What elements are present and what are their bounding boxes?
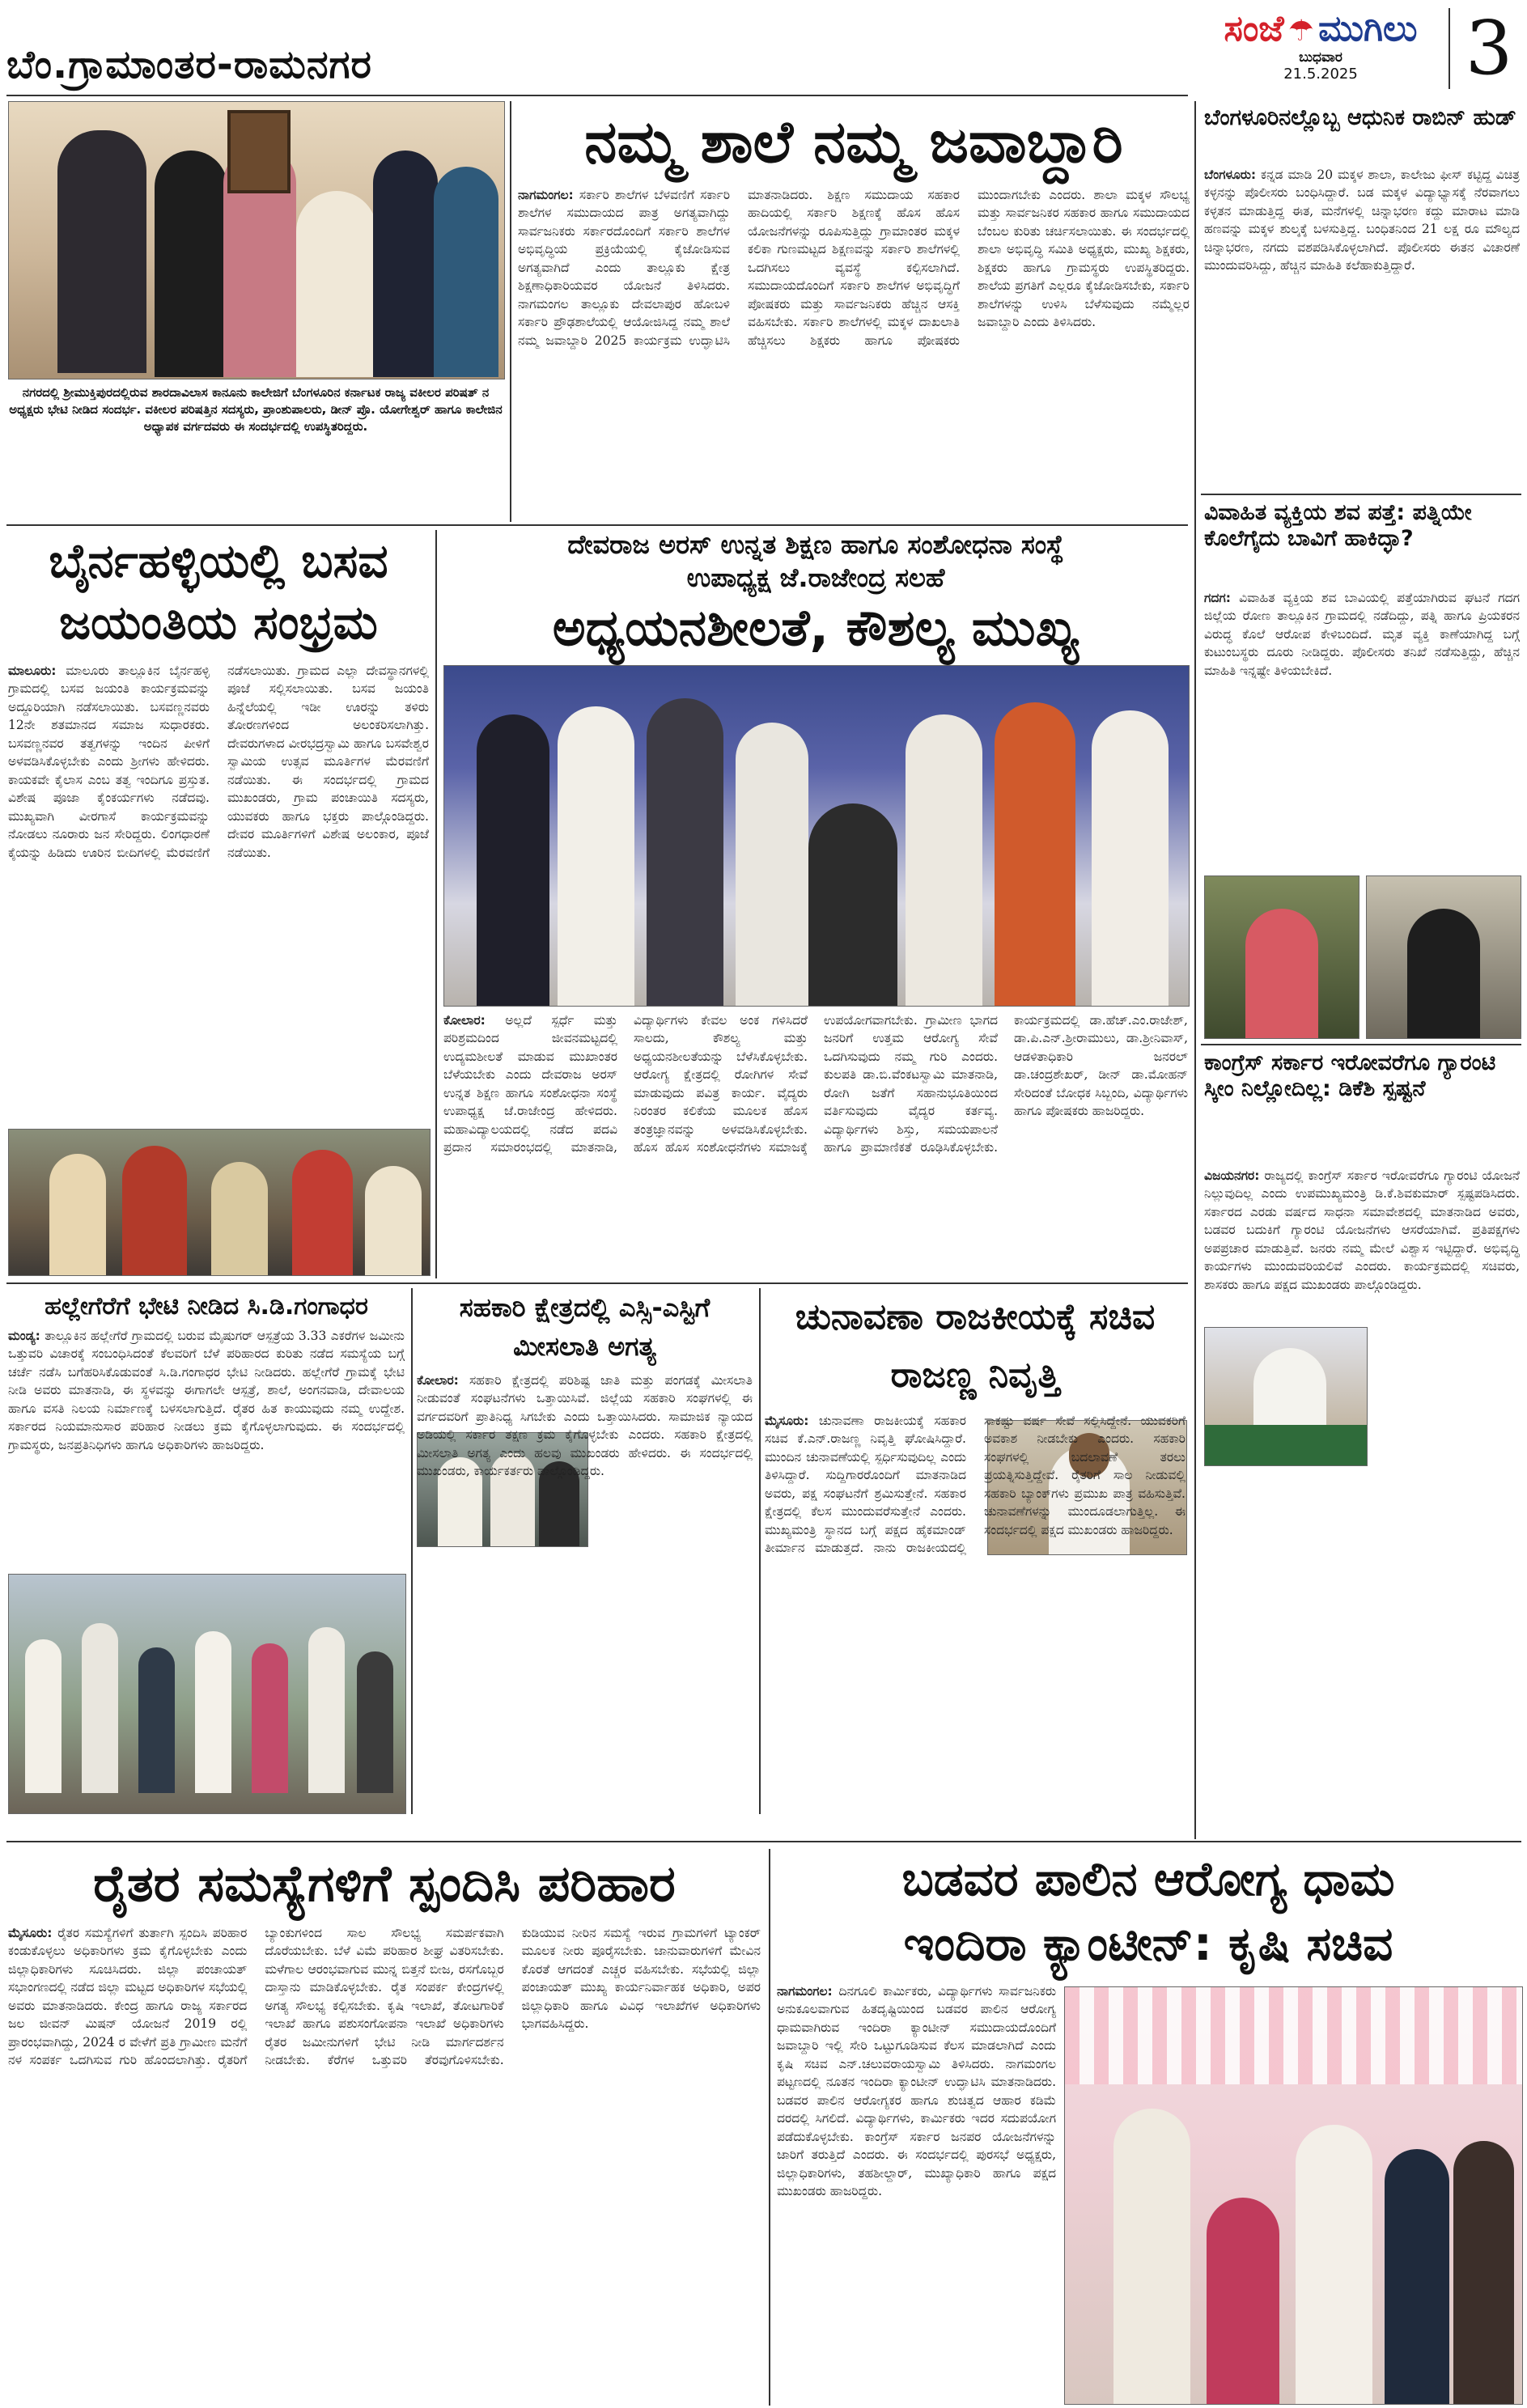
masthead-day: ಬುಧವಾರ bbox=[1299, 49, 1342, 66]
robinhood-dateline: ಬೆಂಗಳೂರು: bbox=[1204, 167, 1257, 182]
dks-headline: ಕಾಂಗ್ರೆಸ್ ಸರ್ಕಾರ ಇರೋವರೆಗೂ ಗ್ಯಾರಂಟಿ ಸ್ಕೀಂ ನಿಲ್ಲೋದಿಲ್ಲ: ಡಿಕೆಶಿ ಸ್ಪಷ್ಟನೆ bbox=[1204, 1050, 1496, 1102]
lawyers-visit-caption: ನಗರದಲ್ಲಿ ಶ್ರೀಮುಕ್ತಿಪುರದಲ್ಲಿರುವ ಶಾರದಾವಿಲಾಸ ಕಾನೂನು ಕಾಲೇಜಿಗೆ ಬೆಂಗಳೂರಿನ ಕರ್ನಾಟಕ ರಾಜ್ಯ ವಕೀಲರ ಪರಿಷತ್ ನ ಅಧ್ಯಕ್ಷರು ಭೇಟಿ ನೀಡಿದ ಸಂದರ್ಭ. ವಕೀಲರ ಪರಿಷತ್ತಿನ ಸದಸ್ಯರು, ಪ್ರಾಂಶುಪಾಲರು, ಡೀನ್ ಪ್ರೊ. ಯೋಗೇಶ್ವರ್ ಹಾಗೂ ಕಾಲೇಜಿನ ಅಧ್ಯಾಪಕ ವರ್ಗದವರು ಈ ಸಂದರ್ಭದಲ್ಲಿ ಉಪಸ್ಥಿತರಿದ್ದರು. bbox=[9, 385, 503, 434]
gangadhar-dateline: ಮಂಡ್ಯ: bbox=[8, 1329, 40, 1343]
cooperative-body-text: ಸಹಕಾರಿ ಕ್ಷೇತ್ರದಲ್ಲಿ ಪರಿಶಿಷ್ಟ ಜಾತಿ ಮತ್ತು ಪಂಗಡಕ್ಕೆ ಮೀಸಲಾತಿ ನೀಡುವಂತೆ ಸಂಘಟನೆಗಳು ಒತ್ತಾಯಿಸಿವೆ. ಜಿಲ್ಲೆಯ ಸಹಕಾರಿ ಸಂಘಗಳಲ್ಲಿ ಈ ವರ್ಗದವರಿಗೆ ಪ್ರಾತಿನಿಧ್ಯ ಸಿಗಬೇಕು ಎಂದು ಒತ್ತಾಯಿಸಿದರು. ಸಾಮಾಜಿಕ ನ್ಯಾಯದ ಅಡಿಯಲ್ಲಿ ಸರ್ಕಾರ ತಕ್ಷಣ ಕ್ರಮ ಕೈಗೊಳ್ಳಬೇಕು ಎಂದರು. ಸಹಕಾರಿ ಕ್ಷೇತ್ರದಲ್ಲಿ ಮೀಸಲಾತಿ ಅಗತ್ಯ ಎಂದು ಹಲವು ಮುಖಂಡರು ಹೇಳಿದರು. ಈ ಸಂದರ್ಭದಲ್ಲಿ ಮುಖಂಡರು, ಕಾರ್ಯಕರ್ತರು ಪಾಲ್ಗೊಂಡಿದ್ದರು. bbox=[417, 1373, 753, 1479]
brand-logo bbox=[1199, 8, 1442, 85]
canteen-headline-1: ಬಡವರ ಪಾಲಿನ ಆರೋಗ್ಯ ಧಾಮ bbox=[901, 1851, 1395, 1906]
school-body bbox=[518, 186, 1190, 518]
basava-body-text: ಮಾಲೂರು ತಾಲ್ಲೂಕಿನ ಬೈರ್ನಹಳ್ಳಿ ಗ್ರಾಮದಲ್ಲಿ ಬಸವ ಜಯಂತಿ ಕಾರ್ಯಕ್ರಮವನ್ನು ಅದ್ದೂರಿಯಾಗಿ ನಡೆಸಲಾಯಿತು. ಬಸವಣ್ಣನವರು 12ನೇ ಶತಮಾನದ ಸಮಾಜ ಸುಧಾರಕರು. ಬಸವಣ್ಣನವರ ತತ್ವಗಳನ್ನು ಇಂದಿನ ಪೀಳಿಗೆ ಅಳವಡಿಸಿಕೊಳ್ಳಬೇಕು ಎಂದು ಶ್ರೀಗಳು ಹೇಳಿದರು. ಕಾಯಕವೇ ಕೈಲಾಸ ಎಂಬ ತತ್ವ ಇಂದಿಗೂ ಪ್ರಸ್ತುತ. ವಿಶೇಷ ಪೂಜಾ ಕೈಂಕರ್ಯಗಳು ನಡೆದವು. ಮುಖ್ಯವಾಗಿ ವೀರಗಾಸೆ ಕಾರ್ಯಕ್ರಮವನ್ನು ನೋಡಲು ನೂರಾರು ಜನ ಸೇರಿದ್ದರು. ಲಿಂಗಧಾರಣೆ ಕೈಯನ್ನು ಹಿಡಿದು ಊರಿನ ಬೀದಿಗಳಲ್ಲಿ ಮೆರವಣಿಗೆ ನಡೆಸಲಾಯಿತು. ಗ್ರಾಮದ ಎಲ್ಲಾ ದೇವಸ್ಥಾನಗಳಲ್ಲಿ ಪೂಜೆ ಸಲ್ಲಿಸಲಾಯಿತು. ಬಸವ ಜಯಂತಿ ಹಿನ್ನೆಲೆಯಲ್ಲಿ ಇಡೀ ಊರನ್ನು ತಳಿರು ತೋರಣಗಳಿಂದ ಅಲಂಕರಿಸಲಾಗಿತ್ತು. ದೇವರುಗಳಾದ ವೀರಭದ್ರಸ್ವಾಮಿ ಹಾಗೂ ಬಸವೇಶ್ವರ ಸ್ವಾಮಿಯ ಉತ್ಸವ ಮೂರ್ತಿಗಳ ಮೆರವಣಿಗೆ ನಡೆಯಿತು. ಈ ಸಂದರ್ಭದಲ್ಲಿ ಗ್ರಾಮದ ಮುಖಂಡರು, ಗ್ರಾಮ ಪಂಚಾಯಿತಿ ಸದಸ್ಯರು, ಯುವಕರು ಹಾಗೂ ಭಕ್ತರು ಪಾಲ್ಗೊಂಡಿದ್ದರು. ದೇವರ ಮೂರ್ತಿಗಳಿಗೆ ವಿಶೇಷ ಅಲಂಕಾರ, ಪೂಜೆ ನಡೆಯಿತು. bbox=[8, 663, 429, 860]
cooperative-headline: ಸಹಕಾರಿ ಕ್ಷೇತ್ರದಲ್ಲಿ ಎಸ್ಸಿ-ಎಸ್ಟಿಗೆ ಮೀಸಲಾತಿ ಅಗತ್ಯ bbox=[459, 1292, 710, 1362]
row-divider-2 bbox=[6, 1282, 1188, 1284]
school-body-text: ಸರ್ಕಾರಿ ಶಾಲೆಗಳ ಬೆಳವಣಿಗೆ ಸರ್ಕಾರಿ ಶಾಲೆಗಳ ಸಮುದಾಯದ ಪಾತ್ರ ಅಗತ್ಯವಾಗಿದ್ದು ಸಾರ್ವಜನಿಕರು ಸರ್ಕಾರದೊಂದಿಗೆ ಸರ್ಕಾರಿ ಶಾಲೆಗಳ ಅಭಿವೃದ್ಧಿಯ ಪ್ರಕ್ರಿಯೆಯಲ್ಲಿ ಕೈಜೋಡಿಸುವ ಅಗತ್ಯವಾಗಿದೆ ಎಂದು ತಾಲ್ಲೂಕು ಕ್ಷೇತ್ರ ಶಿಕ್ಷಣಾಧಿಕಾರಿಯವರ ಯೋಜನೆ ತಿಳಿಸಿದರು. ನಾಗಮಂಗಲ ತಾಲ್ಲೂಕು ದೇವಲಾಪುರ ಹೋಬಳಿ ಸರ್ಕಾರಿ ಪ್ರೌಢಶಾಲೆಯಲ್ಲಿ ಆಯೋಜಿಸಿದ್ದ ನಮ್ಮ ಶಾಲೆ ನಮ್ಮ ಜವಾಬ್ದಾರಿ 2025 ಕಾರ್ಯಕ್ರಮ ಉದ್ಘಾಟಿಸಿ ಮಾತನಾಡಿದರು. ಶಿಕ್ಷಣ ಸಮುದಾಯ ಸಹಕಾರ ಹಾದಿಯಲ್ಲಿ ಸರ್ಕಾರಿ ಶಿಕ್ಷಣಕ್ಕೆ ಹೊಸ ಹೊಸ ಯೋಜನೆಗಳನ್ನು ರೂಪಿಸುತ್ತಿದ್ದು ಗ್ರಾಮಾಂತರ ಮಕ್ಕಳ ಕಲಿಕಾ ಗುಣಮಟ್ಟದ ಶಿಕ್ಷಣವನ್ನು ಸರ್ಕಾರಿ ಶಾಲೆಗಳಲ್ಲಿ ಒದಗಿಸಲು ವ್ಯವಸ್ಥೆ ಕಲ್ಪಿಸಲಾಗಿದೆ. ಸಮುದಾಯದೊಂದಿಗೆ ಸರ್ಕಾರಿ ಶಾಲೆಗಳ ಅಭಿವೃದ್ಧಿಗೆ ಪೋಷಕರು ಮತ್ತು ಸಾರ್ವಜನಿಕರು ಹೆಚ್ಚಿನ ಆಸಕ್ತಿ ವಹಿಸಬೇಕು. ಸರ್ಕಾರಿ ಶಾಲೆಗಳಲ್ಲಿ ಮಕ್ಕಳ ದಾಖಲಾತಿ ಹೆಚ್ಚಿಸಲು ಶಿಕ್ಷಕರು ಹಾಗೂ ಪೋಷಕರು ಮುಂದಾಗಬೇಕು ಎಂದರು. ಶಾಲಾ ಮಕ್ಕಳ ಸೌಲಭ್ಯ ಮತ್ತು ಸಾರ್ವಜನಿಕರ ಸಹಕಾರ ಹಾಗೂ ಸಮುದಾಯದ ಬೆಂಬಲ ಕುರಿತು ಚರ್ಚಿಸಲಾಯಿತು. ಈ ಸಂದರ್ಭದಲ್ಲಿ ಶಾಲಾ ಅಭಿವೃದ್ಧಿ ಸಮಿತಿ ಅಧ್ಯಕ್ಷರು, ಮುಖ್ಯ ಶಿಕ್ಷಕರು, ಶಿಕ್ಷಕರು ಹಾಗೂ ಗ್ರಾಮಸ್ಥರು ಉಪಸ್ಥಿತರಿದ್ದರು. ಶಾಲೆಯ ಪ್ರಗತಿಗೆ ಎಲ್ಲರೂ ಕೈಜೋಡಿಸಬೇಕು, ಸರ್ಕಾರಿ ಶಾಲೆಗಳನ್ನು ಉಳಿಸಿ ಬೆಳೆಸುವುದು ನಮ್ಮೆಲ್ಲರ ಜವಾಬ್ದಾರಿ ಎಂದು ತಿಳಿಸಿದರು. bbox=[518, 188, 1190, 348]
col-divider-5 bbox=[769, 1849, 770, 2406]
masthead-rule bbox=[6, 95, 1188, 96]
col-divider-1 bbox=[510, 101, 511, 522]
basava-body bbox=[8, 662, 429, 1123]
farmers-body-text: ರೈತರ ಸಮಸ್ಯೆಗಳಿಗೆ ತುರ್ತಾಗಿ ಸ್ಪಂದಿಸಿ ಪರಿಹಾರ ಕಂಡುಕೊಳ್ಳಲು ಅಧಿಕಾರಿಗಳು ಕ್ರಮ ಕೈಗೊಳ್ಳಬೇಕು ಎಂದು ಜಿಲ್ಲಾಧಿಕಾರಿಗಳು ಸೂಚಿಸಿದರು. ಜಿಲ್ಲಾ ಪಂಚಾಯತ್ ಸಭಾಂಗಣದಲ್ಲಿ ನಡೆದ ಜಿಲ್ಲಾ ಮಟ್ಟದ ಅಧಿಕಾರಿಗಳ ಸಭೆಯಲ್ಲಿ ಅವರು ಮಾತನಾಡಿದರು. ಕೇಂದ್ರ ಹಾಗೂ ರಾಜ್ಯ ಸರ್ಕಾರದ ಜಲ ಜೀವನ್ ಮಿಷನ್ ಯೋಜನೆ 2019 ರಲ್ಲಿ ಪ್ರಾರಂಭವಾಗಿದ್ದು, 2024 ರ ವೇಳೆಗೆ ಪ್ರತಿ ಗ್ರಾಮೀಣ ಮನೆಗೆ ನಳ ಸಂಪರ್ಕ ಒದಗಿಸುವ ಗುರಿ ಹೊಂದಲಾಗಿತ್ತು. ರೈತರಿಗೆ ಬ್ಯಾಂಕುಗಳಿಂದ ಸಾಲ ಸೌಲಭ್ಯ ಸಮರ್ಪಕವಾಗಿ ದೊರೆಯಬೇಕು. ಬೆಳೆ ವಿಮೆ ಪರಿಹಾರ ಶೀಘ್ರ ವಿತರಿಸಬೇಕು. ಮಳೆಗಾಲ ಆರಂಭವಾಗುವ ಮುನ್ನ ಬಿತ್ತನೆ ಬೀಜ, ರಸಗೊಬ್ಬರ ದಾಸ್ತಾನು ಮಾಡಿಕೊಳ್ಳಬೇಕು. ರೈತ ಸಂಪರ್ಕ ಕೇಂದ್ರಗಳಲ್ಲಿ ಅಗತ್ಯ ಸೌಲಭ್ಯ ಕಲ್ಪಿಸಬೇಕು. ಕೃಷಿ ಇಲಾಖೆ, ತೋಟಗಾರಿಕೆ ಇಲಾಖೆ ಹಾಗೂ ಪಶುಸಂಗೋಪನಾ ಇಲಾಖೆ ಅಧಿಕಾರಿಗಳು ರೈತರ ಜಮೀನುಗಳಿಗೆ ಭೇಟಿ ನೀಡಿ ಮಾರ್ಗದರ್ಶನ ನೀಡಬೇಕು. ಕೆರೆಗಳ ಒತ್ತುವರಿ ತೆರವುಗೊಳಿಸಬೇಕು. ಕುಡಿಯುವ ನೀರಿನ ಸಮಸ್ಯೆ ಇರುವ ಗ್ರಾಮಗಳಿಗೆ ಟ್ಯಾಂಕರ್ ಮೂಲಕ ನೀರು ಪೂರೈಸಬೇಕು. ಜಾನುವಾರುಗಳಿಗೆ ಮೇವಿನ ಕೊರತೆ ಆಗದಂತೆ ಎಚ್ಚರ ವಹಿಸಬೇಕು. ಸಭೆಯಲ್ಲಿ ಜಿಲ್ಲಾ ಪಂಚಾಯತ್ ಮುಖ್ಯ ಕಾರ್ಯನಿರ್ವಾಹಕ ಅಧಿಕಾರಿ, ಅಪರ ಜಿಲ್ಲಾಧಿಕಾರಿ ಹಾಗೂ ವಿವಿಧ ಇಲಾಖೆಗಳ ಅಧಿಕಾರಿಗಳು ಭಾಗವಹಿಸಿದ್ದರು. bbox=[8, 1926, 761, 2068]
col-divider-3 bbox=[411, 1288, 413, 1814]
arasu-body bbox=[443, 1011, 1188, 1278]
arasu-body-text: ಅಲ್ಲದೆ ಸ್ಪರ್ಧೆ ಮತ್ತು ಪರಿಶ್ರಮದಿಂದ ಜೀವನಮಟ್ಟದಲ್ಲಿ ಉದ್ಯಮಶೀಲತೆ ಮಾಡುವ ಮುಖಾಂತರ ಬೆಳೆಯಬೇಕು ಎಂದು ದೇವರಾಜ ಅರಸ್ ಉನ್ನತ ಶಿಕ್ಷಣ ಹಾಗೂ ಸಂಶೋಧನಾ ಸಂಸ್ಥೆ ಉಪಾಧ್ಯಕ್ಷ ಜೆ.ರಾಜೇಂದ್ರ ಹೇಳಿದರು. ಮಹಾವಿದ್ಯಾಲಯದಲ್ಲಿ ನಡೆದ ಪದವಿ ಪ್ರದಾನ ಸಮಾರಂಭದಲ್ಲಿ ಮಾತನಾಡಿ, ವಿದ್ಯಾರ್ಥಿಗಳು ಕೇವಲ ಅಂಕ ಗಳಿಸಿದರೆ ಸಾಲದು, ಕೌಶಲ್ಯ ಮತ್ತು ಅಧ್ಯಯನಶೀಲತೆಯನ್ನು ಬೆಳೆಸಿಕೊಳ್ಳಬೇಕು. ಆರೋಗ್ಯ ಕ್ಷೇತ್ರದಲ್ಲಿ ರೋಗಿಗಳ ಸೇವೆ ಮಾಡುವುದು ಪವಿತ್ರ ಕಾರ್ಯ. ವೈದ್ಯರು ನಿರಂತರ ಕಲಿಕೆಯ ಮೂಲಕ ಹೊಸ ತಂತ್ರಜ್ಞಾನವನ್ನು ಅಳವಡಿಸಿಕೊಳ್ಳಬೇಕು. ಹೊಸ ಹೊಸ ಸಂಶೋಧನೆಗಳು ಸಮಾಜಕ್ಕೆ ಉಪಯೋಗವಾಗಬೇಕು. ಗ್ರಾಮೀಣ ಭಾಗದ ಜನರಿಗೆ ಉತ್ತಮ ಆರೋಗ್ಯ ಸೇವೆ ಒದಗಿಸುವುದು ನಮ್ಮ ಗುರಿ ಎಂದರು. ಕುಲಪತಿ ಡಾ.ಬಿ.ವೆಂಕಟಸ್ವಾಮಿ ಮಾತನಾಡಿ, ರೋಗಿ ಜತೆಗೆ ಸಹಾನುಭೂತಿಯಿಂದ ವರ್ತಿಸುವುದು ವೈದ್ಯರ ಕರ್ತವ್ಯ. ವಿದ್ಯಾರ್ಥಿಗಳು ಶಿಸ್ತು, ಸಮಯಪಾಲನೆ ಹಾಗೂ ಪ್ರಾಮಾಣಿಕತೆ ರೂಢಿಸಿಕೊಳ್ಳಬೇಕು. ಕಾರ್ಯಕ್ರಮದಲ್ಲಿ ಡಾ.ಹೆಚ್.ಎಂ.ರಾಜೇಶ್, ಡಾ.ಪಿ.ಎನ್.ಶ್ರೀರಾಮುಲು, ಡಾ.ಶ್ರೀನಿವಾಸ್, ಆಡಳಿತಾಧಿಕಾರಿ ಜನರಲ್ ಡಾ.ಚಂದ್ರಶೇಖರ್, ಡೀನ್ ಡಾ.ಮೋಹನ್ ಸೇರಿದಂತೆ ಬೋಧಕ ಸಿಬ್ಬಂದಿ, ವಿದ್ಯಾರ್ಥಿಗಳು ಹಾಗೂ ಪೋಷಕರು ಹಾಜರಿದ್ದರು. bbox=[443, 1013, 1188, 1155]
rajanna-body bbox=[765, 1412, 1186, 1812]
dks-body bbox=[1204, 1167, 1520, 1838]
cooperative-body bbox=[417, 1371, 753, 1812]
farmers-dateline: ಮೈಸೂರು: bbox=[8, 1926, 53, 1940]
death-body bbox=[1204, 589, 1520, 872]
brand-left: ಸಂಜೆ bbox=[1224, 8, 1284, 49]
school-headline: ನಮ್ಮ ಶಾಲೆ ನಮ್ಮ ಜವಾಬ್ದಾರಿ bbox=[584, 108, 1123, 176]
page-number: 3 bbox=[1465, 5, 1513, 91]
section-title: ಬೆಂ.ಗ್ರಾಮಾಂತರ-ರಾಮನಗರ bbox=[6, 42, 372, 87]
row-divider-3 bbox=[6, 1841, 1521, 1842]
cooperative-dateline: ಕೋಲಾರ: bbox=[417, 1373, 459, 1388]
col-divider-2 bbox=[435, 530, 437, 1278]
gangadhar-body bbox=[8, 1327, 405, 1570]
canteen-body-text: ದಿನಗೂಲಿ ಕಾರ್ಮಿಕರು, ವಿದ್ಯಾರ್ಥಿಗಳು ಸಾರ್ವಜನಿಕರು ಅನುಕೂಲವಾಗುವ ಹಿತದೃಷ್ಟಿಯಿಂದ ಬಡವರ ಪಾಲಿನ ಆರೋಗ್ಯ ಧಾಮವಾಗಿರುವ ಇಂದಿರಾ ಕ್ಯಾಂಟೀನ್ ಸಮುದಾಯದೊಂದಿಗೆ ಜವಾಬ್ದಾರಿ ಇಲ್ಲಿ ಸೇರಿ ಒಟ್ಟುಗೂಡಿಸುವ ಕೆಲಸ ಮಾಡಲಾಗಿದೆ ಎಂದು ಕೃಷಿ ಸಚಿವ ಎನ್.ಚಲುವರಾಯಸ್ವಾಮಿ ತಿಳಿಸಿದರು. ನಾಗಮಂಗಲ ಪಟ್ಟಣದಲ್ಲಿ ನೂತನ ಇಂದಿರಾ ಕ್ಯಾಂಟೀನ್ ಉದ್ಘಾಟಿಸಿ ಮಾತನಾಡಿದರು. ಬಡವರ ಪಾಲಿನ ಆರೋಗ್ಯಕರ ಹಾಗೂ ಶುಚಿತ್ವದ ಆಹಾರ ಕಡಿಮೆ ದರದಲ್ಲಿ ಸಿಗಲಿದೆ. ವಿದ್ಯಾರ್ಥಿಗಳು, ಕಾರ್ಮಿಕರು ಇದರ ಸದುಪಯೋಗ ಪಡೆದುಕೊಳ್ಳಬೇಕು. ಕಾಂಗ್ರೆಸ್ ಸರ್ಕಾರ ಜನಪರ ಯೋಜನೆಗಳನ್ನು ಜಾರಿಗೆ ತರುತ್ತಿದೆ ಎಂದರು. ಈ ಸಂದರ್ಭದಲ್ಲಿ ಪುರಸಭೆ ಅಧ್ಯಕ್ಷರು, ಜಿಲ್ಲಾಧಿಕಾರಿಗಳು, ತಹಶೀಲ್ದಾರ್, ಮುಖ್ಯಾಧಿಕಾರಿ ಹಾಗೂ ಪಕ್ಷದ ಮುಖಂಡರು ಹಾಜರಿದ್ದರು. bbox=[777, 1984, 1056, 2199]
section-header bbox=[6, 36, 508, 93]
row-divider-1 bbox=[6, 524, 1188, 526]
basava-headline: ಬೈರ್ನಹಳ್ಳಿಯಲ್ಲಿ ಬಸವ ಜಯಂತಿಯ ಸಂಭ್ರಮ bbox=[49, 533, 388, 650]
canteen-body bbox=[777, 1982, 1056, 2403]
robinhood-headline: ಬೆಂಗಳೂರಿನಲ್ಲೊಬ್ಬ ಆಧುನಿಕ ರಾಬಿನ್ ಹುಡ್ bbox=[1204, 105, 1516, 130]
sidebar-rule-1 bbox=[1201, 494, 1521, 495]
basava-photo bbox=[8, 1129, 431, 1276]
arasu-headline-main: ಅಧ್ಯಯನಶೀಲತೆ, ಕೌಶಲ್ಯ ಮುಖ್ಯ bbox=[552, 598, 1080, 657]
school-dateline: ನಾಗಮಂಗಲ: bbox=[518, 188, 574, 202]
sidebar-rule-2 bbox=[1201, 1044, 1521, 1045]
gangadhar-headline: ಹಲ್ಲೇಗೆರೆಗೆ ಭೇಟಿ ನೀಡಿದ ಸಿ.ಡಿ.ಗಂಗಾಧರ bbox=[45, 1292, 368, 1321]
col-divider-4 bbox=[759, 1288, 761, 1814]
basava-dateline: ಮಾಲೂರು: bbox=[8, 663, 57, 678]
death-victim-photo-1 bbox=[1204, 875, 1359, 1039]
canteen-inauguration-photo bbox=[1064, 1986, 1523, 2405]
rajanna-body-text: ಚುನಾವಣಾ ರಾಜಕೀಯಕ್ಕೆ ಸಹಕಾರ ಸಚಿವ ಕೆ.ಎನ್.ರಾಜಣ್ಣ ನಿವೃತ್ತಿ ಘೋಷಿಸಿದ್ದಾರೆ. ಮುಂದಿನ ಚುನಾವಣೆಯಲ್ಲಿ ಸ್ಪರ್ಧಿಸುವುದಿಲ್ಲ ಎಂದು ತಿಳಿಸಿದ್ದಾರೆ. ಸುದ್ದಿಗಾರರೊಂದಿಗೆ ಮಾತನಾಡಿದ ಅವರು, ಪಕ್ಷ ಸಂಘಟನೆಗೆ ಶ್ರಮಿಸುತ್ತೇನೆ. ಸಹಕಾರ ಕ್ಷೇತ್ರದಲ್ಲಿ ಕೆಲಸ ಮುಂದುವರೆಸುತ್ತೇನೆ ಎಂದರು. ಮುಖ್ಯಮಂತ್ರಿ ಸ್ಥಾನದ ಬಗ್ಗೆ ಪಕ್ಷದ ಹೈಕಮಾಂಡ್ ತೀರ್ಮಾನ ಮಾಡುತ್ತದೆ. ನಾನು ರಾಜಕೀಯದಲ್ಲಿ ಸಾಕಷ್ಟು ವರ್ಷ ಸೇವೆ ಸಲ್ಲಿಸಿದ್ದೇನೆ. ಯುವಕರಿಗೆ ಅವಕಾಶ ನೀಡಬೇಕು ಎಂದರು. ಸಹಕಾರಿ ಸಂಘಗಳಲ್ಲಿ ಬದಲಾವಣೆ ತರಲು ಪ್ರಯತ್ನಿಸುತ್ತಿದ್ದೇವೆ. ರೈತರಿಗೆ ಸಾಲ ನೀಡುವಲ್ಲಿ ಸಹಕಾರಿ ಬ್ಯಾಂಕ್‌ಗಳು ಪ್ರಮುಖ ಪಾತ್ರ ವಹಿಸುತ್ತಿವೆ. ಚುನಾವಣೆಗಳನ್ನು ಮುಂದೂಡಲಾಗುತ್ತಿಲ್ಲ. ಈ ಸಂದರ್ಭದಲ್ಲಿ ಪಕ್ಷದ ಮುಖಂಡರು ಹಾಜರಿದ್ದರು. bbox=[765, 1414, 1186, 1556]
farmers-body bbox=[8, 1924, 761, 2403]
masthead-date: 21.5.2025 bbox=[1283, 66, 1358, 83]
sidebar-divider bbox=[1194, 101, 1196, 1839]
gangadhar-photo bbox=[8, 1574, 406, 1814]
death-body-text: ವಿವಾಹಿತ ವ್ಯಕ್ತಿಯ ಶವ ಬಾವಿಯಲ್ಲಿ ಪತ್ತೆಯಾಗಿರುವ ಘಟನೆ ಗದಗ ಜಿಲ್ಲೆಯ ರೋಣ ತಾಲ್ಲೂಕಿನ ಗ್ರಾಮದಲ್ಲಿ ನಡೆದಿದ್ದು, ಪತ್ನಿ ಹಾಗೂ ಪ್ರಿಯಕರನ ವಿರುದ್ಧ ಕೊಲೆ ಆರೋಪ ಕೇಳಿಬಂದಿದೆ. ಮೃತ ವ್ಯಕ್ತಿ ಕಾಣೆಯಾಗಿದ್ದ ಬಗ್ಗೆ ಕುಟುಂಬಸ್ಥರು ದೂರು ನೀಡಿದ್ದರು. ಪೊಲೀಸರು ತನಿಖೆ ನಡೆಸುತ್ತಿದ್ದು, ಹೆಚ್ಚಿನ ಮಾಹಿತಿ ಇನ್ನಷ್ಟೇ ತಿಳಿಯಬೇಕಿದೆ. bbox=[1204, 591, 1520, 678]
umbrella-icon: ☂ bbox=[1287, 15, 1315, 48]
death-victim-photo-2 bbox=[1366, 875, 1521, 1039]
masthead-divider bbox=[1449, 8, 1450, 89]
lawyers-visit-photo bbox=[8, 101, 505, 379]
brand-right: ಮುಗಿಲು bbox=[1318, 8, 1418, 49]
arasu-headline-mid: ಉಪಾಧ್ಯಕ್ಷ ಜೆ.ರಾಜೇಂದ್ರ ಸಲಹೆ bbox=[686, 562, 945, 593]
rajanna-headline: ಚುನಾವಣಾ ರಾಜಕೀಯಕ್ಕೆ ಸಚಿವ ರಾಜಣ್ಣ ನಿವೃತ್ತಿ bbox=[795, 1296, 1156, 1396]
canteen-dateline: ನಾಗಮಂಗಲ: bbox=[777, 1984, 833, 1999]
arasu-headline-top: ದೇವರಾಜ ಅರಸ್ ಉನ್ನತ ಶಿಕ್ಷಣ ಹಾಗೂ ಸಂಶೋಧನಾ ಸಂಸ್ಥೆ bbox=[567, 529, 1064, 560]
dks-dateline: ವಿಜಯನಗರ: bbox=[1204, 1168, 1260, 1183]
farmers-headline: ರೈತರ ಸಮಸ್ಯೆಗಳಿಗೆ ಸ್ಪಂದಿಸಿ ಪರಿಹಾರ bbox=[93, 1854, 676, 1913]
death-dateline: ಗದಗ: bbox=[1204, 591, 1231, 605]
arasu-ceremony-photo bbox=[443, 665, 1190, 1007]
death-headline: ವಿವಾಹಿತ ವ್ಯಕ್ತಿಯ ಶವ ಪತ್ತೆ: ಪತ್ನಿಯೇ ಕೊಲೆಗೈದು ಬಾವಿಗೆ ಹಾಕಿದ್ಳಾ? bbox=[1204, 500, 1472, 552]
gangadhar-body-text: ತಾಲ್ಲೂಕಿನ ಹಲ್ಲೇಗೆರೆ ಗ್ರಾಮದಲ್ಲಿ ಬರುವ ಮೈಷುಗರ್ ಆಸ್ಪತ್ರೆಯ 3.33 ಎಕರೆಗಳ ಜಮೀನು ಒತ್ತುವರಿ ವಿಚಾರಕ್ಕೆ ಸಂಬಂಧಿಸಿದಂತೆ ಕೆಲವರಿಗೆ ಬೆಳೆ ಪರಿಹಾರದ ಕುರಿತು ನಡೆದ ಸಮಸ್ಯೆಯ ಬಗ್ಗೆ ಚರ್ಚೆ ನಡೆಸಿ ಬಗೆಹರಿಸಿಕೊಡುವಂತೆ ಸಿ.ಡಿ.ಗಂಗಾಧರ ಭೇಟಿ ನೀಡಿದರು. ಹಲ್ಲೇಗೆರೆ ಗ್ರಾಮಕ್ಕೆ ಭೇಟಿ ನೀಡಿ ಅವರು ಮಾತನಾಡಿ, ಈ ಸ್ಥಳವನ್ನು ಈಗಾಗಲೇ ಆಸ್ಪತ್ರೆ, ಶಾಲೆ, ಅಂಗನವಾಡಿ, ದೇವಾಲಯ ಹಾಗೂ ವಸತಿ ನಿಲಯ ನಿರ್ಮಾಣಕ್ಕೆ ಬಳಸಲಾಗುತ್ತಿದೆ. ರೈತರ ಹಿತ ಕಾಯುವುದು ನಮ್ಮ ಉದ್ದೇಶ. ಸರ್ಕಾರದ ನಿಯಮಾನುಸಾರ ಪರಿಹಾರ ನೀಡಲು ಕ್ರಮ ಕೈಗೊಳ್ಳಲಾಗುವುದು. ಈ ಸಂದರ್ಭದಲ್ಲಿ ಗ್ರಾಮಸ್ಥರು, ಜನಪ್ರತಿನಿಧಿಗಳು ಹಾಗೂ ಅಧಿಕಾರಿಗಳು ಹಾಜರಿದ್ದರು. bbox=[8, 1329, 405, 1452]
arasu-dateline: ಕೋಲಾರ: bbox=[443, 1013, 486, 1028]
rajanna-dateline: ಮೈಸೂರು: bbox=[765, 1414, 809, 1428]
robinhood-body bbox=[1204, 166, 1520, 490]
canteen-headline-2: ಇಂದಿರಾ ಕ್ಯಾಂಟೀನ್: ಕೃಷಿ ಸಚಿವ bbox=[903, 1916, 1393, 1971]
robinhood-body-text: ಕನ್ನಡ ಮಾಡಿ 20 ಮಕ್ಕಳ ಶಾಲಾ, ಕಾಲೇಜು ಫೀಸ್ ಕಟ್ಟಿದ್ದ ವಿಚಿತ್ರ ಕಳ್ಳನನ್ನು ಪೊಲೀಸರು ಬಂಧಿಸಿದ್ದಾರೆ. ಬಡ ಮಕ್ಕಳ ವಿದ್ಯಾಭ್ಯಾಸಕ್ಕೆ ನೆರವಾಗಲು ಕಳ್ಳತನ ಮಾಡುತ್ತಿದ್ದ ಈತ, ಮನೆಗಳಲ್ಲಿ ಚಿನ್ನಾಭರಣ ಕದ್ದು ಮಾರಾಟ ಮಾಡಿ ಹಣವನ್ನು ಮಕ್ಕಳ ಶುಲ್ಕಕ್ಕೆ ಬಳಸುತ್ತಿದ್ದ. ಬಂಧಿತನಿಂದ 21 ಲಕ್ಷ ರೂ ಮೌಲ್ಯದ ಚಿನ್ನಾಭರಣ, ನಗದು ವಶಪಡಿಸಿಕೊಳ್ಳಲಾಗಿದೆ. ಪೊಲೀಸರು ಈತನ ವಿಚಾರಣೆ ಮುಂದುವರಿಸಿದ್ದು, ಹೆಚ್ಚಿನ ಮಾಹಿತಿ ಕಲೆಹಾಕುತ್ತಿದ್ದಾರೆ. bbox=[1204, 167, 1520, 273]
dks-body-text: ರಾಜ್ಯದಲ್ಲಿ ಕಾಂಗ್ರೆಸ್ ಸರ್ಕಾರ ಇರೋವರೆಗೂ ಗ್ಯಾರಂಟಿ ಯೋಜನೆ ನಿಲ್ಲುವುದಿಲ್ಲ ಎಂದು ಉಪಮುಖ್ಯಮಂತ್ರಿ ಡಿ.ಕೆ.ಶಿವಕುಮಾರ್ ಸ್ಪಷ್ಟಪಡಿಸಿದರು. ಸರ್ಕಾರದ ಎರಡು ವರ್ಷದ ಸಾಧನಾ ಸಮಾವೇಶದಲ್ಲಿ ಮಾತನಾಡಿದ ಅವರು, ಬಡವರ ಬದುಕಿಗೆ ಗ್ಯಾರಂಟಿ ಯೋಜನೆಗಳು ಆಸರೆಯಾಗಿವೆ. ಪ್ರತಿಪಕ್ಷಗಳು ಅಪಪ್ರಚಾರ ಮಾಡುತ್ತಿವೆ. ಜನರು ನಮ್ಮ ಮೇಲೆ ವಿಶ್ವಾಸ ಇಟ್ಟಿದ್ದಾರೆ. ಅಭಿವೃದ್ಧಿ ಕಾರ್ಯಗಳು ಮುಂದುವರಿಯಲಿವೆ ಎಂದರು. ಕಾರ್ಯಕ್ರಮದಲ್ಲಿ ಸಚಿವರು, ಶಾಸಕರು ಹಾಗೂ ಪಕ್ಷದ ಮುಖಂಡರು ಪಾಲ್ಗೊಂಡಿದ್ದರು. bbox=[1204, 1168, 1520, 1292]
